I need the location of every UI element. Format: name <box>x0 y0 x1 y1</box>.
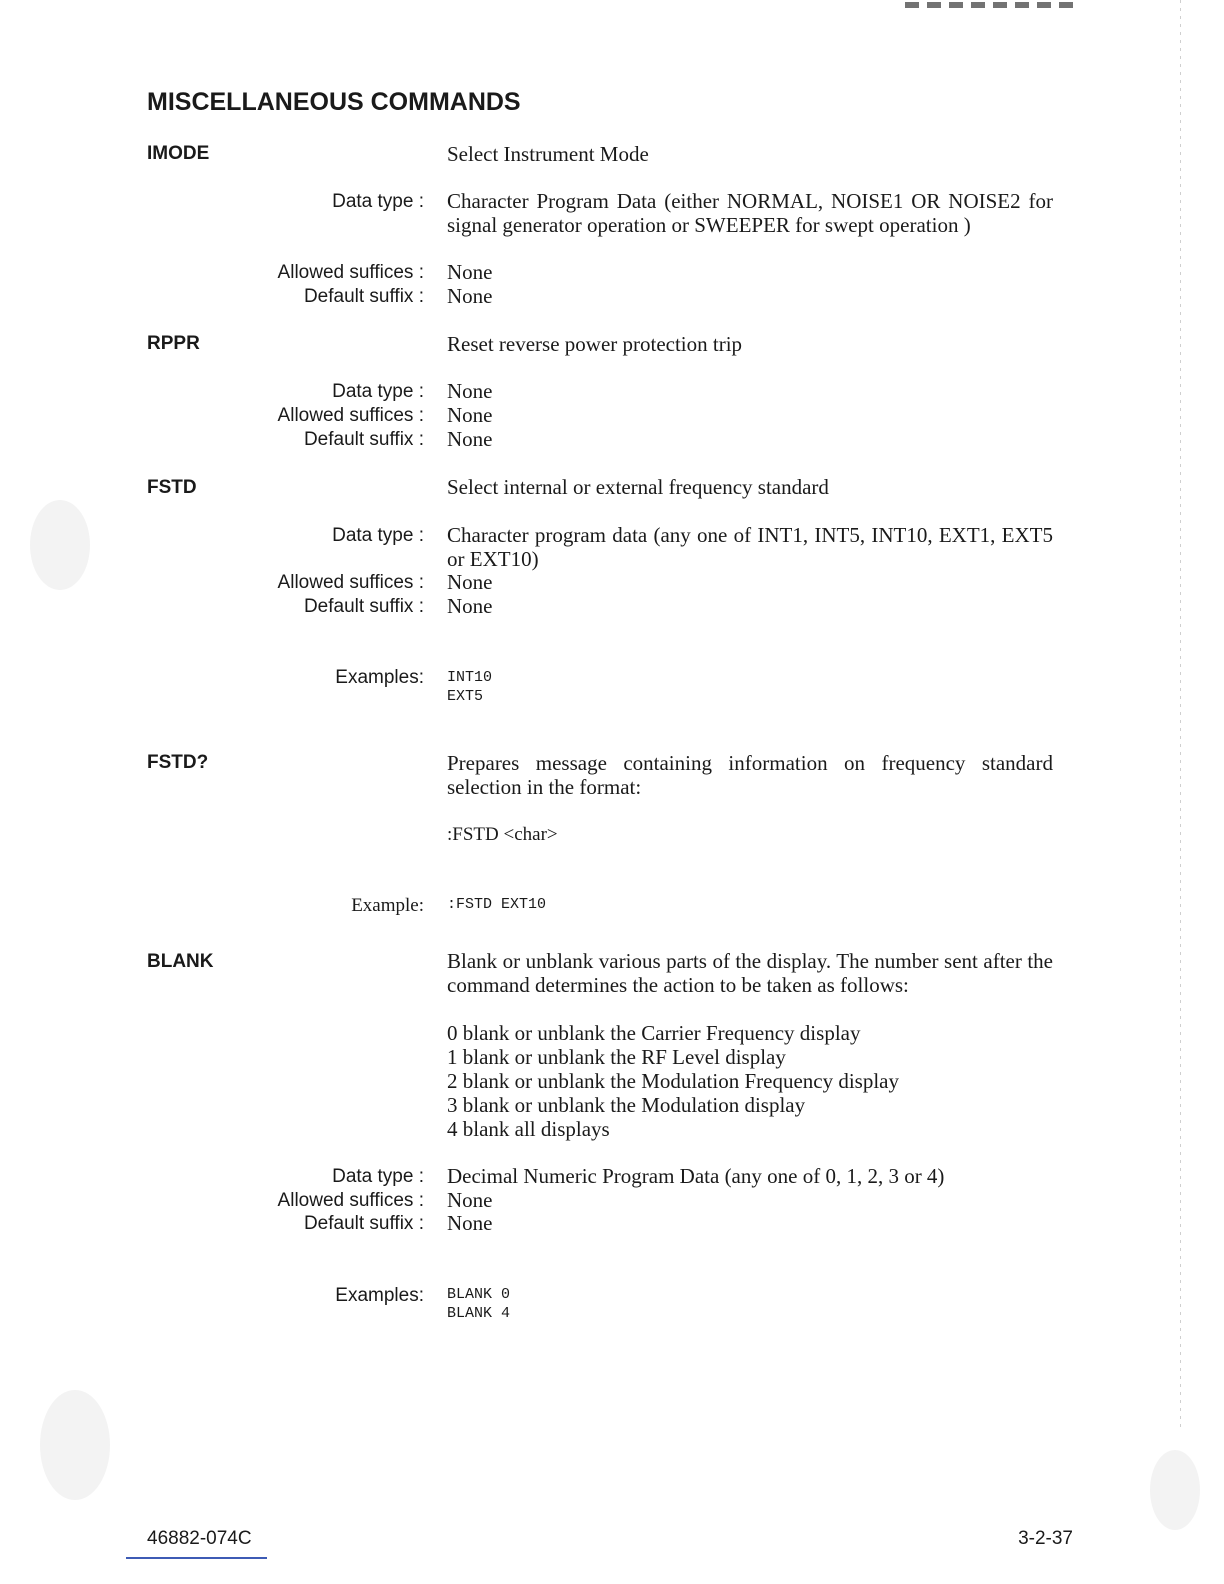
blank-description: Blank or unblank various parts of the display. The number sent after the command determines the action to be taken as follows: <box>447 949 1053 997</box>
fstd-description: Select internal or external frequency standard <box>447 475 829 499</box>
scan-smudge <box>40 1390 110 1500</box>
blank-data-type-label: Data type : <box>332 1166 424 1187</box>
blank-allowed-label: Allowed suffices : <box>277 1190 424 1211</box>
command-fstd-query: FSTD? <box>147 752 209 773</box>
footer-rule <box>126 1557 267 1559</box>
imode-data-type-label: Data type : <box>332 191 424 212</box>
scan-smudge <box>30 500 90 590</box>
fstd-default-label: Default suffix : <box>303 596 424 617</box>
fstd-allowed: None <box>447 570 493 594</box>
fstd-examples: INT10 EXT5 <box>447 669 493 705</box>
imode-default-label: Default suffix : <box>303 286 424 307</box>
fstd-query-example: :FSTD EXT10 <box>447 896 547 913</box>
fstd-query-example-label: Example: <box>351 895 424 916</box>
blank-examples: BLANK 0 BLANK 4 <box>447 1286 511 1322</box>
binding-edge-rule <box>1180 0 1181 1430</box>
fstd-data-type-label: Data type : <box>332 525 424 546</box>
rppr-default-label: Default suffix : <box>303 429 424 450</box>
page-title: MISCELLANEOUS COMMANDS <box>147 88 521 116</box>
command-rppr: RPPR <box>147 333 200 354</box>
fstd-examples-label: Examples: <box>335 667 424 688</box>
fstd-default: None <box>447 594 493 618</box>
document-number: 46882-074C <box>147 1528 252 1549</box>
blank-default-label: Default suffix : <box>303 1213 424 1234</box>
blank-option: 4 blank all displays <box>447 1117 610 1141</box>
fstd-data-type: Character program data (any one of INT1, INT5, INT10, EXT1, EXT5 or EXT10) <box>447 523 1053 571</box>
command-fstd: FSTD <box>147 477 197 498</box>
blank-option: 1 blank or unblank the RF Level display <box>447 1045 786 1069</box>
blank-data-type: Decimal Numeric Program Data (any one of 0, 1, 2, 3 or 4) <box>447 1164 945 1188</box>
imode-default: None <box>447 284 493 308</box>
blank-option: 3 blank or unblank the Modulation display <box>447 1093 806 1117</box>
imode-data-type: Character Program Data (either NORMAL, NOISE1 OR NOISE2 for signal generator operation or SWEEPER for swept operation ) <box>447 189 1053 237</box>
page-number: 3-2-37 <box>1018 1528 1073 1549</box>
rppr-description: Reset reverse power protection trip <box>447 332 743 356</box>
blank-examples-label: Examples: <box>335 1285 424 1306</box>
rppr-allowed-label: Allowed suffices : <box>277 405 424 426</box>
rppr-allowed: None <box>447 403 493 427</box>
scan-smudge <box>1150 1450 1200 1530</box>
blank-option: 0 blank or unblank the Carrier Frequency display <box>447 1021 861 1045</box>
rppr-data-type: None <box>447 379 493 403</box>
rppr-default: None <box>447 427 493 451</box>
blank-allowed: None <box>447 1188 493 1212</box>
fstd-query-format: :FSTD <char> <box>447 824 558 845</box>
imode-description: Select Instrument Mode <box>447 142 649 166</box>
imode-allowed: None <box>447 260 493 284</box>
command-imode: IMODE <box>147 143 210 164</box>
blank-default: None <box>447 1211 493 1235</box>
imode-allowed-label: Allowed suffices : <box>277 262 424 283</box>
rppr-data-type-label: Data type : <box>332 381 424 402</box>
command-blank: BLANK <box>147 951 214 972</box>
fstd-query-description: Prepares message containing information on frequency standard selection in the format: <box>447 751 1053 799</box>
blank-option: 2 blank or unblank the Modulation Frequency display <box>447 1069 900 1093</box>
fstd-allowed-label: Allowed suffices : <box>277 572 424 593</box>
header-scan-mark <box>905 2 1075 8</box>
